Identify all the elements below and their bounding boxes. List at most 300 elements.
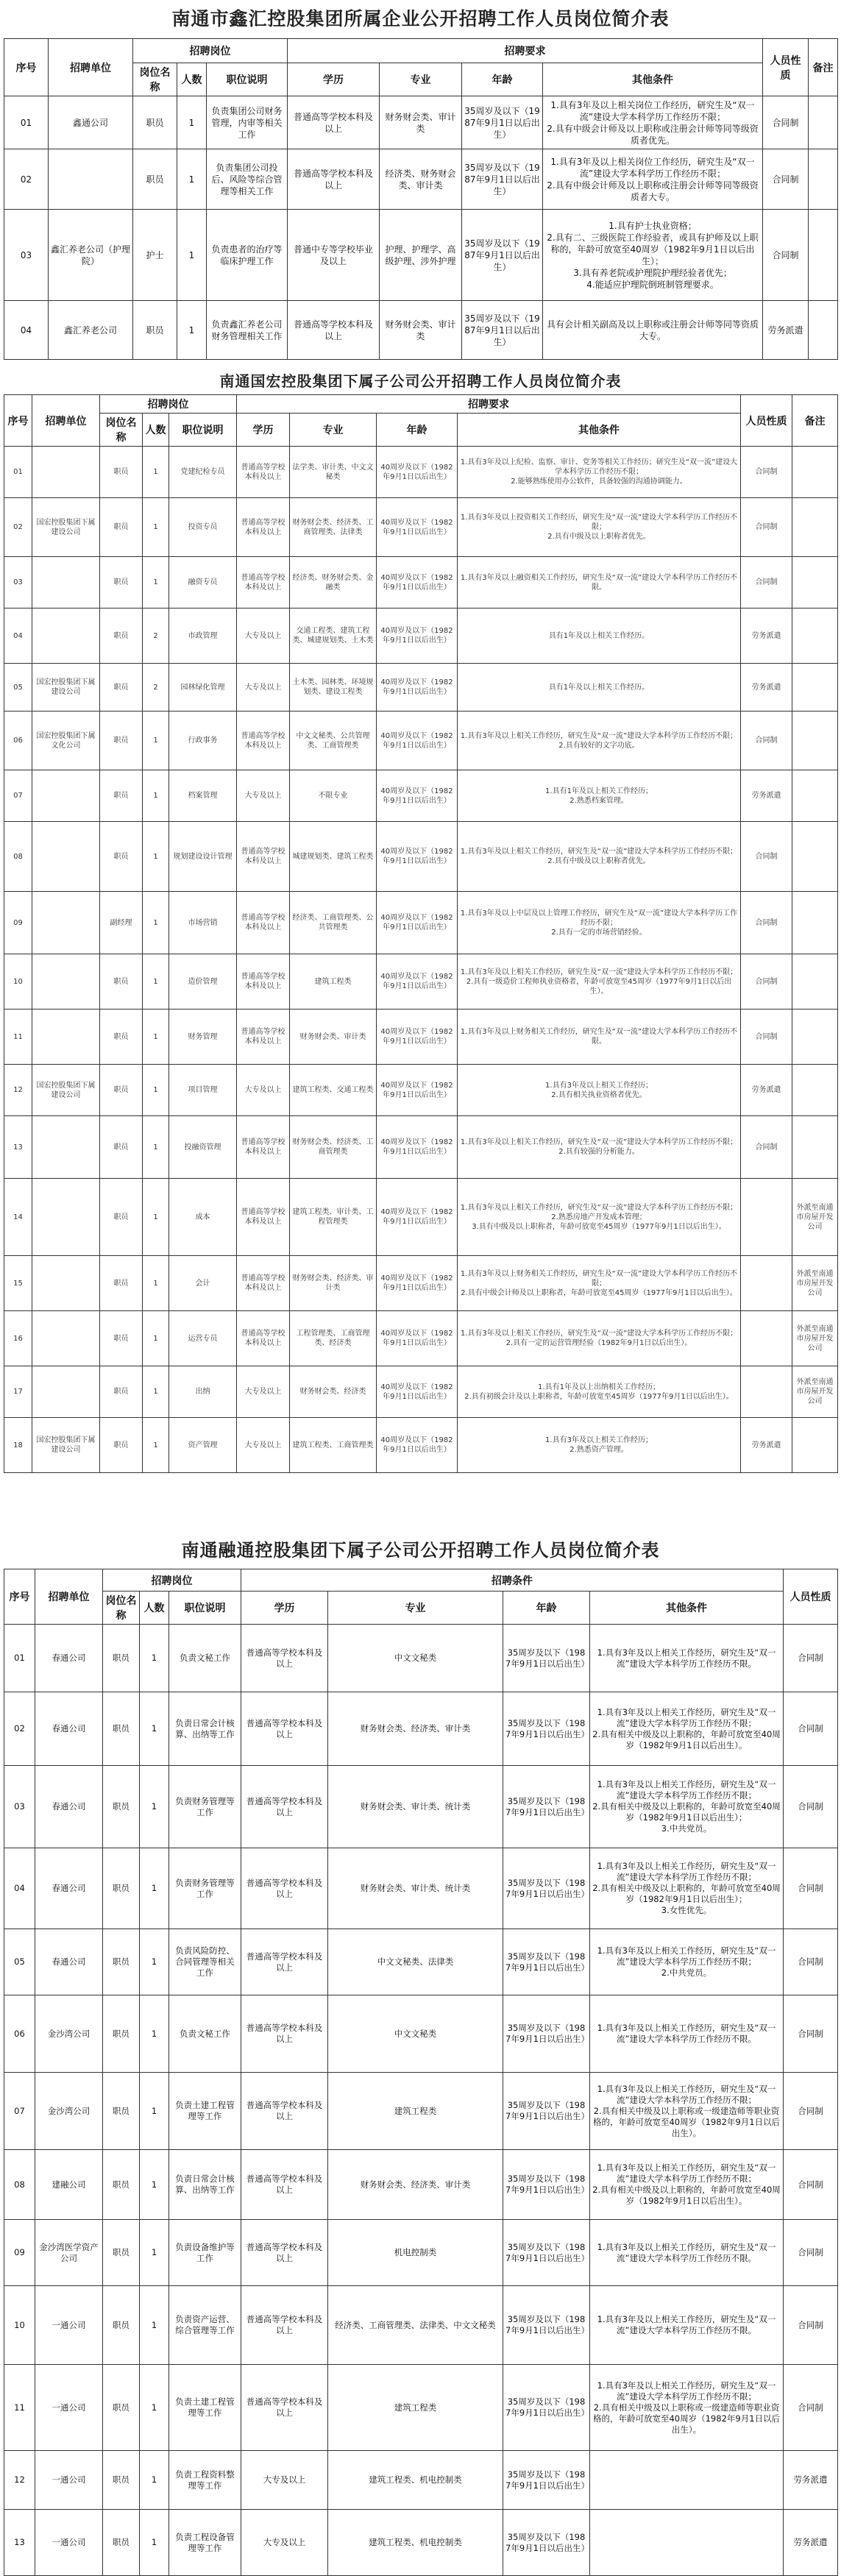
staff-nature: 合同制 — [741, 1116, 792, 1179]
header-requirements-group: 招聘要求 — [237, 395, 741, 414]
unit-name: 鑫汇养老公司 — [49, 301, 133, 360]
age-requirement: 40周岁及以下（1982年9月1日以后出生） — [377, 1366, 458, 1418]
table-row — [4, 664, 838, 712]
staff-nature: 合同制 — [741, 892, 792, 954]
unit-name: 一通公司 — [35, 2451, 103, 2510]
headcount: 2 — [143, 608, 169, 664]
header-desc: 职位说明 — [169, 1592, 241, 1625]
row-number: 18 — [4, 1418, 32, 1473]
staff-nature: 合同制 — [741, 557, 792, 608]
education: 大专及以上 — [237, 770, 290, 822]
post-name: 职员 — [100, 1256, 143, 1311]
unit-name: 鑫通公司 — [49, 96, 133, 149]
age-requirement: 35周岁及以下（1987年9月1日以后出生） — [462, 149, 543, 210]
table-row — [4, 1766, 838, 1848]
post-name: 职员 — [100, 447, 143, 498]
education: 普通高等学校本科及以上 — [241, 2286, 328, 2365]
headcount: 1 — [140, 1766, 169, 1848]
other-conditions: 1.具有3年及以上相关工作经历，研究生及“双一流”建设大学本科学历工作经历不限； 2.具有相关中级及以上职称的，年龄可放宽至40周岁（1982年9月1日以后出生）； 3.女性优先。 — [590, 1848, 784, 1929]
row-number: 11 — [4, 1010, 32, 1065]
age-requirement: 40周岁及以下（1982年9月1日以后出生） — [377, 1256, 458, 1311]
major: 工程管理类、工商管理类、经济类 — [290, 1311, 377, 1366]
row-number: 12 — [4, 1065, 32, 1116]
post-name: 职员 — [103, 1995, 140, 2073]
unit-name: 建融公司 — [35, 2150, 103, 2220]
education: 大专及以上 — [237, 1065, 290, 1116]
unit-name: 一通公司 — [35, 2286, 103, 2365]
remark — [792, 1418, 838, 1473]
unit-name: 国宏控股集团下属建设公司 — [32, 664, 100, 712]
row-number: 10 — [4, 954, 32, 1010]
major: 建筑工程类、工商管理类 — [290, 1418, 377, 1473]
header-other: 其他条件 — [543, 63, 763, 96]
unit-name — [32, 892, 100, 954]
remark — [792, 498, 838, 557]
table-row — [4, 712, 838, 770]
major: 财务财会类、审计类、统计类 — [328, 1848, 503, 1929]
post-name: 职员 — [100, 1065, 143, 1116]
age-requirement: 40周岁及以下（1982年9月1日以后出生） — [377, 770, 458, 822]
other-conditions: 1.具有1年及以上相关工作经历； 2.熟悉档案管理。 — [458, 770, 741, 822]
row-number: 07 — [4, 770, 32, 822]
age-requirement: 40周岁及以下（1982年9月1日以后出生） — [377, 954, 458, 1010]
headcount: 1 — [143, 954, 169, 1010]
staff-nature — [741, 1311, 792, 1366]
age-requirement: 35周岁及以下（1987年9月1日以后出生） — [503, 2286, 590, 2365]
jobs-table-body — [4, 1625, 838, 2576]
remark: 外派至南通市房屋开发公司 — [792, 1256, 838, 1311]
table-row — [4, 2510, 838, 2576]
table-row — [4, 2073, 838, 2150]
jobs-table-body — [4, 447, 838, 1473]
row-number: 05 — [4, 664, 32, 712]
staff-nature: 合同制 — [784, 1766, 838, 1848]
jobs-table — [4, 38, 838, 360]
table-row — [4, 1848, 838, 1929]
age-requirement: 40周岁及以下（1982年9月1日以后出生） — [377, 712, 458, 770]
post-name: 职员 — [100, 1010, 143, 1065]
post-description: 市政管理 — [169, 608, 237, 664]
header-edu: 学历 — [288, 63, 380, 96]
header-edu: 学历 — [241, 1592, 328, 1625]
table-row — [4, 1692, 838, 1766]
table-row — [4, 557, 838, 608]
post-name: 职员 — [100, 498, 143, 557]
header-age: 年龄 — [377, 414, 458, 447]
post-description: 投资专员 — [169, 498, 237, 557]
unit-name: 国宏控股集团下属建设公司 — [32, 1065, 100, 1116]
unit-name: 春通公司 — [35, 1848, 103, 1929]
row-number: 17 — [4, 1366, 32, 1418]
row-number: 01 — [4, 1625, 35, 1692]
headcount: 1 — [143, 1179, 169, 1256]
table-row — [4, 498, 838, 557]
headcount: 1 — [140, 2365, 169, 2451]
other-conditions: 1.具有3年及以上相关工作经历，研究生及“双一流”建设大学本科学历工作经历不限； 2.具有一定的运营管理经验（1982年9月1日以后出生）。 — [458, 1311, 741, 1366]
major: 财务财会类、经济类 — [290, 1366, 377, 1418]
staff-nature: 劳务派遣 — [741, 608, 792, 664]
age-requirement: 35周岁及以下（1987年9月1日以后出生） — [503, 1848, 590, 1929]
education: 普通高等学校本科及以上 — [237, 1116, 290, 1179]
headcount: 1 — [140, 2286, 169, 2365]
remark — [792, 1116, 838, 1179]
post-name: 职员 — [100, 664, 143, 712]
table-row — [4, 2286, 838, 2365]
row-number: 06 — [4, 712, 32, 770]
education: 大专及以上 — [241, 2510, 328, 2576]
table-row — [4, 301, 838, 360]
major: 财务财会类、审计类、统计类 — [328, 1766, 503, 1848]
education: 普通高等学校本科及以上 — [288, 149, 380, 210]
remark — [792, 822, 838, 892]
other-conditions: 1.具有1年及以上出纳相关工作经历； 2.具有初级会计及以上职称者，年龄可放宽至45周岁（1977年9月1日以后出生）。 — [458, 1366, 741, 1418]
headcount: 1 — [143, 447, 169, 498]
header-no: 序号 — [4, 1569, 35, 1625]
post-description: 负责资产运营、综合管理等工作 — [169, 2286, 241, 2365]
age-requirement: 35周岁及以下（1987年9月1日以后出生） — [503, 2510, 590, 2576]
staff-nature: 合同制 — [784, 1625, 838, 1692]
header-unit: 招聘单位 — [35, 1569, 103, 1625]
row-number: 13 — [4, 2510, 35, 2576]
header-unit: 招聘单位 — [32, 395, 100, 447]
header-requirements-group: 招聘要求 — [288, 39, 763, 63]
header-no: 序号 — [4, 39, 49, 96]
unit-name — [32, 608, 100, 664]
remark — [792, 608, 838, 664]
header-nature: 人员性质 — [784, 1569, 838, 1625]
table-row — [4, 1366, 838, 1418]
headcount: 1 — [177, 301, 207, 360]
post-description: 负责文秘工作 — [169, 1625, 241, 1692]
header-post-name: 岗位名称 — [133, 63, 177, 96]
section-title: 南通融通控股集团下属子公司公开招聘工作人员岗位简介表 — [181, 1539, 660, 1561]
row-number: 16 — [4, 1311, 32, 1366]
table-row — [4, 2451, 838, 2510]
row-number: 09 — [4, 2220, 35, 2286]
education: 普通高等学校本科及以上 — [241, 2150, 328, 2220]
row-number: 01 — [4, 96, 49, 149]
jobs-table — [4, 394, 838, 1473]
remark — [792, 770, 838, 822]
post-description: 规划建设设计管理 — [169, 822, 237, 892]
post-description: 运营专员 — [169, 1311, 237, 1366]
post-description: 负责财务管理等工作 — [169, 1848, 241, 1929]
post-description: 档案管理 — [169, 770, 237, 822]
header-nature: 人员性质 — [741, 395, 792, 447]
post-description: 负责集团公司财务管理，内审等相关工作 — [207, 96, 288, 149]
jobs-table — [4, 1569, 838, 2576]
header-count: 人数 — [143, 414, 169, 447]
age-requirement: 35周岁及以下（1987年9月1日以后出生） — [462, 96, 543, 149]
post-name: 职员 — [103, 2510, 140, 2576]
major: 经济类、工商管理类、公共管理类 — [290, 892, 377, 954]
major: 财务财会类、经济类、审计类 — [290, 1256, 377, 1311]
age-requirement: 35周岁及以下（1987年9月1日以后出生） — [503, 2451, 590, 2510]
headcount: 1 — [143, 712, 169, 770]
headcount: 2 — [143, 664, 169, 712]
post-name: 职员 — [100, 954, 143, 1010]
post-name: 职员 — [103, 2150, 140, 2220]
row-number: 12 — [4, 2451, 35, 2510]
staff-nature: 劳务派遣 — [741, 664, 792, 712]
major: 财务财会类、经济类、工商管理类 — [290, 1116, 377, 1179]
remark — [792, 1010, 838, 1065]
unit-name: 国宏控股集团下属建设公司 — [32, 498, 100, 557]
table-row — [4, 1179, 838, 1256]
unit-name: 金沙湾公司 — [35, 1995, 103, 2073]
remark — [792, 892, 838, 954]
row-number: 04 — [4, 1848, 35, 1929]
education: 普通高等学校本科及以上 — [241, 1995, 328, 2073]
remark — [792, 954, 838, 1010]
post-name: 职员 — [100, 770, 143, 822]
other-conditions: 1.具有3年及以上相关岗位工作经历，研究生及“双一流”建设大学本科学历工作经历不限； 2.具有中级会计师及以上职称或注册会计师等同等级资质者大专。 — [543, 149, 763, 210]
education: 普通高等学校本科及以上 — [241, 1766, 328, 1848]
major: 建筑工程类、交通工程类 — [290, 1065, 377, 1116]
row-number: 14 — [4, 1179, 32, 1256]
post-name: 职员 — [103, 2451, 140, 2510]
major: 土木类、园林类、环境规划类、建设工程类 — [290, 664, 377, 712]
post-description: 负责日常会计核算、出纳等工作 — [169, 2150, 241, 2220]
row-number: 11 — [4, 2365, 35, 2451]
other-conditions: 1.具有3年及以上相关工作经历，研究生及“双一流”建设大学本科学历工作经历不限； 2.中共党员。 — [590, 1929, 784, 1995]
age-requirement: 35周岁及以下（1987年9月1日以后出生） — [462, 301, 543, 360]
headcount: 1 — [143, 1366, 169, 1418]
row-number: 03 — [4, 1766, 35, 1848]
age-requirement: 40周岁及以下（1982年9月1日以后出生） — [377, 498, 458, 557]
row-number: 08 — [4, 822, 32, 892]
age-requirement: 40周岁及以下（1982年9月1日以后出生） — [377, 608, 458, 664]
post-name: 职员 — [133, 301, 177, 360]
row-number: 02 — [4, 498, 32, 557]
header-count: 人数 — [177, 63, 207, 96]
education: 普通高等学校本科及以上 — [237, 892, 290, 954]
table-row — [4, 96, 838, 149]
row-number: 05 — [4, 1929, 35, 1995]
header-post-group: 招聘岗位 — [100, 395, 237, 414]
post-description: 出纳 — [169, 1366, 237, 1418]
table-row — [4, 149, 838, 210]
other-conditions: 1.具有3年及以上财务相关工作经历，研究生及“双一流”建设大学本科学历工作经历不限。 — [458, 1010, 741, 1065]
table-row — [4, 210, 838, 301]
post-name: 职员 — [103, 1625, 140, 1692]
education: 普通高等学校本科及以上 — [237, 712, 290, 770]
post-description: 行政事务 — [169, 712, 237, 770]
remark — [809, 96, 838, 149]
major: 机电控制类 — [328, 2220, 503, 2286]
education: 普通高等学校本科及以上 — [237, 1256, 290, 1311]
education: 普通高等学校本科及以上 — [288, 96, 380, 149]
post-description: 融资专员 — [169, 557, 237, 608]
row-number: 02 — [4, 149, 49, 210]
remark: 外派至南通市房屋开发公司 — [792, 1366, 838, 1418]
education: 普通高等学校本科及以上 — [241, 2220, 328, 2286]
other-conditions: 1.具有3年及以上相关工作经历； 2.具有相关执业资格者优先。 — [458, 1065, 741, 1116]
headcount: 1 — [140, 2510, 169, 2576]
major: 建筑工程类、机电控制类 — [328, 2510, 503, 2576]
row-number: 04 — [4, 608, 32, 664]
post-description: 负责工程资料整理等工作 — [169, 2451, 241, 2510]
major: 经济类、工商管理类、法律类、中文文秘类 — [328, 2286, 503, 2365]
staff-nature: 合同制 — [763, 149, 809, 210]
unit-name — [32, 557, 100, 608]
staff-nature — [741, 1179, 792, 1256]
headcount: 1 — [177, 96, 207, 149]
post-description: 党建纪检专员 — [169, 447, 237, 498]
header-major: 专业 — [290, 414, 377, 447]
table-row — [4, 1995, 838, 2073]
post-description: 负责工程设备管理等工作 — [169, 2510, 241, 2576]
section-rongtong — [0, 1532, 841, 2576]
headcount: 1 — [140, 2451, 169, 2510]
post-description: 负责日常会计核算、出纳等工作 — [169, 1692, 241, 1766]
staff-nature: 合同制 — [784, 1929, 838, 1995]
major: 城建规划类、建筑工程类 — [290, 822, 377, 892]
post-name: 职员 — [100, 1311, 143, 1366]
age-requirement: 40周岁及以下（1982年9月1日以后出生） — [377, 1116, 458, 1179]
post-name: 职员 — [100, 608, 143, 664]
table-row — [4, 608, 838, 664]
other-conditions: 1.具有3年及以上投资相关工作经历，研究生及“双一流”建设大学本科学历工作经历不限； 2.具有中级及以上职称者优先。 — [458, 498, 741, 557]
remark — [809, 301, 838, 360]
table-row — [4, 2365, 838, 2451]
post-description: 财务管理 — [169, 1010, 237, 1065]
other-conditions: 1.具有3年及以上纪检、监察、审计、党务等相关工作经历；研究生及“双一流”建设大学本科学历工作经历不限； 2.能够熟练使用办公软件，具备较强的沟通协调能力。 — [458, 447, 741, 498]
major: 交通工程类、建筑工程类、城建规划类、土木类 — [290, 608, 377, 664]
other-conditions: 1.具有3年及以上相关工作经历，研究生及“双一流”建设大学本科学历工作经历不限； 2.具有一级造价工程师执业资格者，年龄可放宽至45周岁（1977年9月1日以后出生）。 — [458, 954, 741, 1010]
post-name: 职员 — [103, 2073, 140, 2150]
header-remark: 备注 — [792, 395, 838, 447]
major: 建筑工程类 — [290, 954, 377, 1010]
post-description: 投融资管理 — [169, 1116, 237, 1179]
table-row — [4, 1311, 838, 1366]
row-number: 09 — [4, 892, 32, 954]
post-description: 资产管理 — [169, 1418, 237, 1473]
staff-nature: 劳务派遣 — [763, 301, 809, 360]
other-conditions — [590, 2510, 784, 2576]
other-conditions: 1.具有3年及以上相关工作经历，研究生及“双一流”建设大学本科学历工作经历不限； 2.具有相关中级及以上职称的，年龄可放宽至40周岁（1982年9月1日以后出生）。 — [590, 1692, 784, 1766]
post-description: 市场营销 — [169, 892, 237, 954]
table-row — [4, 1418, 838, 1473]
other-conditions: 1.具有3年及以上相关工作经历，研究生及“双一流”建设大学本科学历工作经历不限； 2.具有较好的文字功底。 — [458, 712, 741, 770]
major: 财务财会类、审计类 — [380, 96, 462, 149]
unit-name — [32, 822, 100, 892]
post-description: 园林绿化管理 — [169, 664, 237, 712]
remark — [792, 447, 838, 498]
major: 中文文秘类 — [328, 1625, 503, 1692]
other-conditions: 1.具有3年及以上相关工作经历，研究生及“双一流”建设大学本科学历工作经历不限。 — [590, 2286, 784, 2365]
table-row — [4, 1116, 838, 1179]
remark — [809, 149, 838, 210]
post-name: 职员 — [103, 1848, 140, 1929]
table-row — [4, 892, 838, 954]
header-major: 专业 — [328, 1592, 503, 1625]
staff-nature: 劳务派遣 — [784, 2451, 838, 2510]
unit-name: 国宏控股集团下属文化公司 — [32, 712, 100, 770]
row-number: 01 — [4, 447, 32, 498]
major: 经济类、财务财会类、金融类 — [290, 557, 377, 608]
unit-name — [49, 149, 133, 210]
staff-nature: 劳务派遣 — [741, 770, 792, 822]
unit-name: 一通公司 — [35, 2365, 103, 2451]
table-row — [4, 2150, 838, 2220]
post-name: 职员 — [100, 712, 143, 770]
section-xinhui — [0, 0, 841, 360]
row-number: 10 — [4, 2286, 35, 2365]
age-requirement: 40周岁及以下（1982年9月1日以后出生） — [377, 1179, 458, 1256]
unit-name — [32, 447, 100, 498]
unit-name: 鑫汇养老公司（护理院） — [49, 210, 133, 301]
section-guohong — [0, 368, 841, 1473]
row-number: 15 — [4, 1256, 32, 1311]
other-conditions: 1.具有3年及以上融资相关工作经历，研究生及“双一流”建设大学本科学历工作经历不限。 — [458, 557, 741, 608]
age-requirement: 40周岁及以下（1982年9月1日以后出生） — [377, 1010, 458, 1065]
age-requirement: 40周岁及以下（1982年9月1日以后出生） — [377, 1418, 458, 1473]
staff-nature: 合同制 — [784, 1995, 838, 2073]
unit-name: 一通公司 — [35, 2510, 103, 2576]
age-requirement: 35周岁及以下（1987年9月1日以后出生） — [503, 2150, 590, 2220]
staff-nature: 劳务派遣 — [784, 2510, 838, 2576]
headcount: 1 — [143, 498, 169, 557]
row-number: 03 — [4, 557, 32, 608]
post-description: 负责土建工程管理等工作 — [169, 2365, 241, 2451]
age-requirement: 35周岁及以下（1987年9月1日以后出生） — [503, 1929, 590, 1995]
header-post-group: 招聘岗位 — [103, 1569, 241, 1592]
unit-name — [32, 1366, 100, 1418]
staff-nature — [741, 1366, 792, 1418]
remark — [792, 664, 838, 712]
unit-name — [32, 1256, 100, 1311]
headcount: 1 — [143, 1418, 169, 1473]
major: 建筑工程类 — [328, 2073, 503, 2150]
education: 大专及以上 — [237, 1366, 290, 1418]
staff-nature: 合同制 — [741, 498, 792, 557]
staff-nature: 合同制 — [784, 2286, 838, 2365]
headcount: 1 — [140, 1692, 169, 1766]
post-description: 负责患者的治疗等临床护理工作 — [207, 210, 288, 301]
unit-name — [32, 770, 100, 822]
major: 护理、护理学、高级护理、涉外护理 — [380, 210, 462, 301]
header-desc: 职位说明 — [207, 63, 288, 96]
other-conditions — [590, 2451, 784, 2510]
table-row — [4, 447, 838, 498]
other-conditions: 1.具有3年及以上中层及以上管理工作经历，研究生及“双一流”建设大学本科学历工作经历不限； 2.具有一定的市场营销经验。 — [458, 892, 741, 954]
age-requirement: 35周岁及以下（1987年9月1日以后出生） — [462, 210, 543, 301]
education: 普通高等学校本科及以上 — [237, 1010, 290, 1065]
post-name: 职员 — [103, 2220, 140, 2286]
other-conditions: 1.具有3年及以上相关工作经历，研究生及“双一流”建设大学本科学历工作经历不限； 2.具有中级及以上职称者优先。 — [458, 822, 741, 892]
major: 财务财会类、审计类 — [290, 1010, 377, 1065]
header-post-name: 岗位名称 — [103, 1592, 140, 1625]
unit-name: 春通公司 — [35, 1625, 103, 1692]
age-requirement: 40周岁及以下（1982年9月1日以后出生） — [377, 557, 458, 608]
other-conditions: 具有1年及以上相关工作经历。 — [458, 608, 741, 664]
row-number: 04 — [4, 301, 49, 360]
row-number: 13 — [4, 1116, 32, 1179]
unit-name: 金沙湾医学资产公司 — [35, 2220, 103, 2286]
staff-nature: 合同制 — [784, 2220, 838, 2286]
education: 普通高等学校本科及以上 — [241, 1692, 328, 1766]
remark — [792, 557, 838, 608]
headcount: 1 — [143, 557, 169, 608]
post-description: 造价管理 — [169, 954, 237, 1010]
headcount: 1 — [140, 1995, 169, 2073]
headcount: 1 — [143, 770, 169, 822]
education: 大专及以上 — [241, 2451, 328, 2510]
headcount: 1 — [143, 1256, 169, 1311]
post-name: 职员 — [103, 1929, 140, 1995]
remark: 外派至南通市房屋开发公司 — [792, 1311, 838, 1366]
